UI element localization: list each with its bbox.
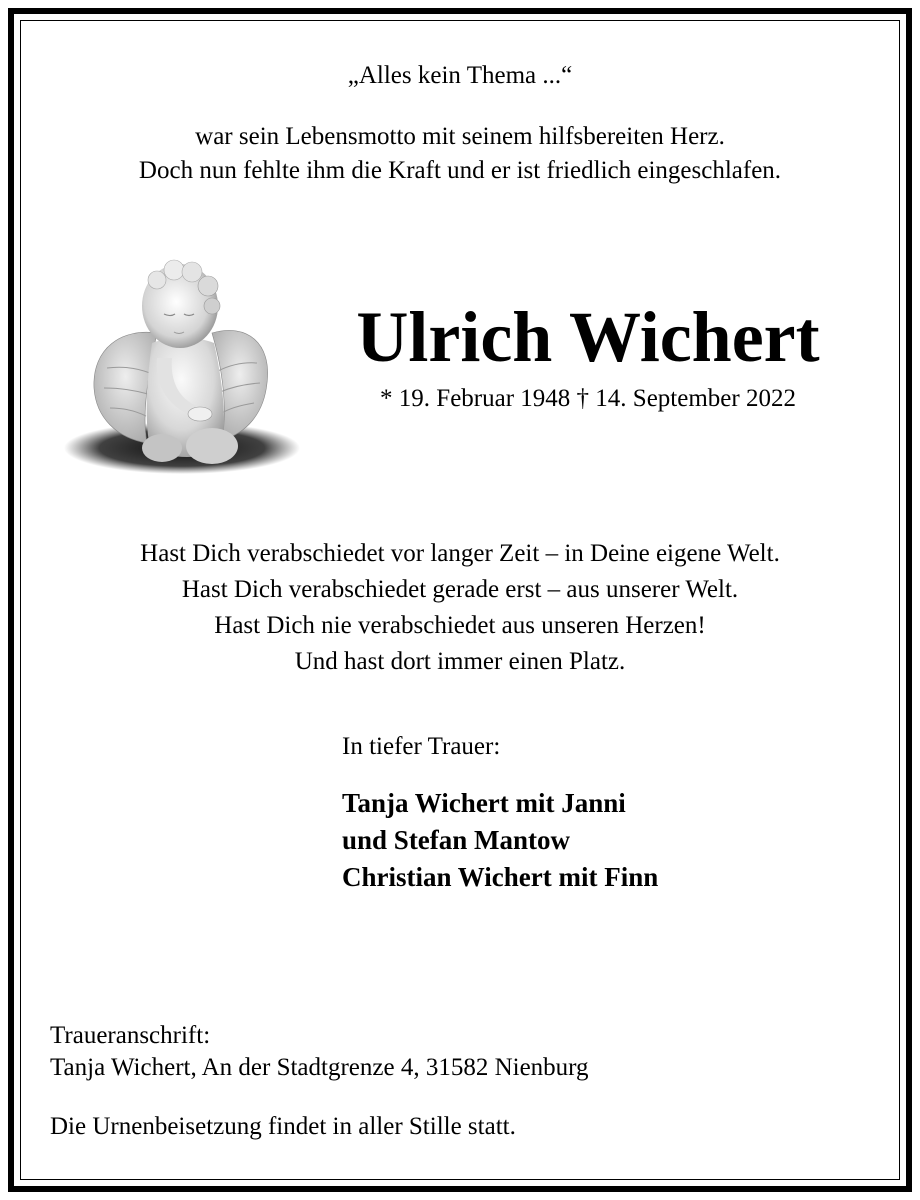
poem-line: Hast Dich verabschiedet vor langer Zeit – in Deine eigene Welt. [140, 540, 780, 567]
poem-line: Hast Dich verabschiedet gerade erst – aus unserer Welt. [181, 576, 739, 603]
poem-line: Und hast dort immer einen Platz. [294, 648, 626, 675]
mourner-line: Christian Wichert mit Finn [342, 862, 659, 892]
intro-text [0, 120, 920, 188]
mourner-line: und Stefan Mantow [342, 825, 571, 855]
mourning-address [50, 1020, 589, 1084]
poem [0, 536, 920, 680]
deceased-name: Ulrich Wichert [356, 297, 820, 377]
burial-note: Die Urnenbeisetzung findet in aller Stille statt. [50, 1113, 516, 1140]
address-label: Traueranschrift: [50, 1022, 211, 1049]
mourner-line: Tanja Wichert mit Janni [342, 788, 626, 818]
intro-line: Doch nun fehlte ihm die Kraft und er ist friedlich eingeschlafen. [138, 157, 782, 184]
address-text: Tanja Wichert, An der Stadtgrenze 4, 31582 Nienburg [50, 1054, 589, 1081]
mourners-list [342, 785, 658, 896]
mourning-label: In tiefer Trauer: [342, 733, 501, 760]
life-dates: * 19. Februar 1948 † 14. September 2022 [380, 385, 796, 412]
angel-figurine-image [62, 248, 302, 480]
poem-line: Hast Dich nie verabschiedet aus unseren Herzen! [214, 612, 706, 639]
motto: „Alles kein Thema ...“ [347, 62, 573, 89]
intro-line: war sein Lebensmotto mit seinem hilfsbereiten Herz. [195, 123, 725, 150]
